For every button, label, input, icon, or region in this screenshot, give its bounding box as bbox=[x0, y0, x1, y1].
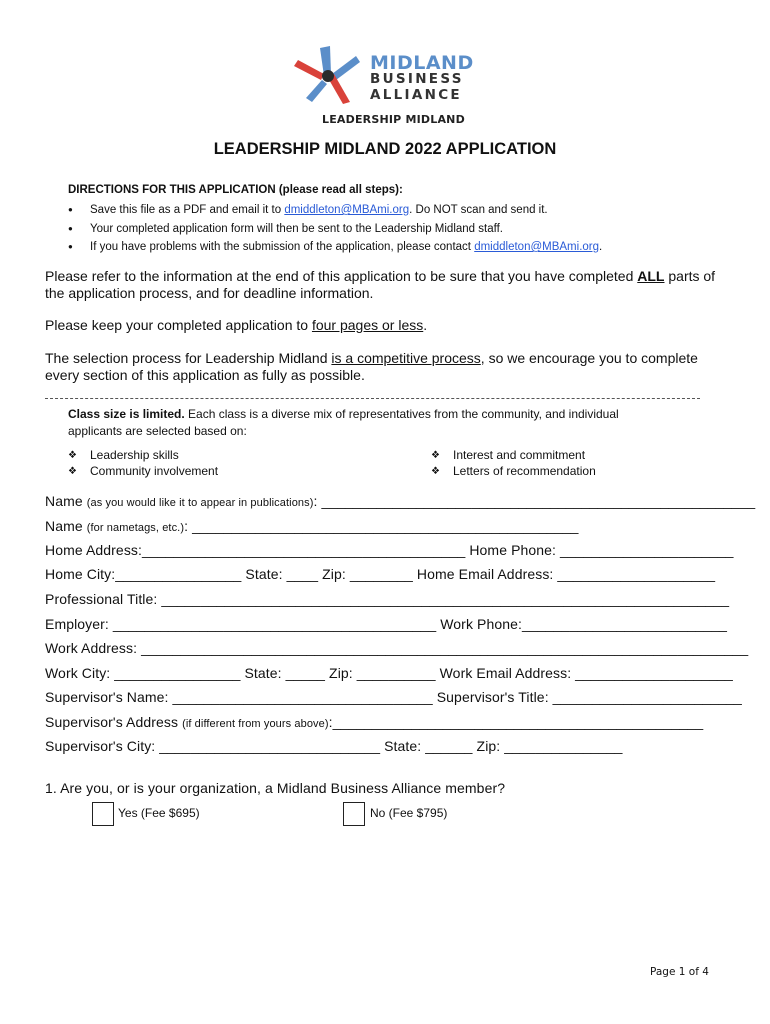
page-number: Page 1 of 4 bbox=[650, 966, 709, 978]
work-address-row[interactable]: Work Address: _____________________________________________________________________________ bbox=[45, 640, 749, 656]
criteria-list-right bbox=[431, 448, 596, 479]
home-city-row[interactable]: Home City:________________ State: ____ Zip: ________ Home Email Address: ____________________ bbox=[45, 566, 716, 582]
name-field[interactable]: Name (as you would like it to appear in publications): _______________________________________________________ bbox=[45, 493, 756, 509]
midland-business-alliance-logo bbox=[294, 44, 474, 106]
no-checkbox[interactable] bbox=[343, 802, 365, 826]
employer-row[interactable]: Employer: _________________________________________ Work Phone:__________________________ bbox=[45, 616, 728, 632]
nametag-field[interactable]: Name (for nametags, etc.): _________________________________________________ bbox=[45, 518, 579, 534]
professional-title-row[interactable]: Professional Title: ________________________________________________________________________ bbox=[45, 591, 730, 607]
program-name: LEADERSHIP MIDLAND bbox=[322, 113, 465, 126]
email-link[interactable]: dmiddleton@MBAmi.org bbox=[474, 241, 600, 253]
page-title: LEADERSHIP MIDLAND 2022 APPLICATION bbox=[213, 140, 557, 158]
divider bbox=[45, 398, 700, 399]
criteria-item: ❖ Leadership skills bbox=[68, 448, 218, 464]
paragraph-selection: The selection process for Leadership Midland is a competitive process, so we encourage you to complete every section of this application as fully as possible. bbox=[45, 350, 698, 383]
no-label: No (Fee $795) bbox=[370, 806, 448, 820]
supervisor-city-row[interactable]: Supervisor's City: ____________________________ State: ______ Zip: _______________ bbox=[45, 738, 623, 754]
criteria-item: ❖ Community involvement bbox=[68, 464, 218, 480]
yes-label: Yes (Fee $695) bbox=[118, 806, 200, 820]
yes-checkbox[interactable] bbox=[92, 802, 114, 826]
email-link[interactable]: dmiddleton@MBAmi.org bbox=[284, 204, 410, 216]
home-address-row[interactable]: Home Address:_________________________________________ Home Phone: ______________________ bbox=[45, 542, 734, 558]
class-size-note: Class size is limited. Each class is a diverse mix of representatives from the community, and individual applicants are selected based on: bbox=[68, 407, 619, 438]
supervisor-name-row[interactable]: Supervisor's Name: _________________________________ Supervisor's Title: ________________________ bbox=[45, 689, 742, 705]
paragraph-all-parts: Please refer to the information at the end of this application to be sure that you have completed ALL parts of the application process, and for deadline information. bbox=[45, 268, 716, 301]
directions-item-2: ● Your completed application form will then be sent to the Leadership Midland staff. bbox=[68, 220, 602, 239]
directions-item-1: ● Save this file as a PDF and email it to dmiddleton@MBAmi.org. Do NOT scan and send it. bbox=[68, 201, 602, 220]
directions-list bbox=[68, 201, 602, 257]
directions-item-3: ● If you have problems with the submission of the application, please contact dmiddleton@MBAmi.org. bbox=[68, 238, 602, 257]
logo-mark-icon bbox=[294, 44, 364, 106]
work-city-row[interactable]: Work City: ________________ State: _____ Zip: __________ Work Email Address: ____________________ bbox=[45, 665, 733, 681]
brand-line-1: MIDLAND bbox=[370, 52, 474, 74]
supervisor-address-row[interactable]: Supervisor's Address (if different from yours above):_______________________________________________ bbox=[45, 714, 704, 730]
criteria-list-left bbox=[68, 448, 218, 479]
paragraph-page-limit: Please keep your completed application to four pages or less. bbox=[45, 317, 428, 333]
brand-line-3: ALLIANCE bbox=[370, 87, 462, 103]
question-1: 1. Are you, or is your organization, a Midland Business Alliance member? bbox=[45, 780, 506, 796]
criteria-item: ❖ Interest and commitment bbox=[431, 448, 596, 464]
criteria-item: ❖ Letters of recommendation bbox=[431, 464, 596, 480]
brand-line-2: BUSINESS bbox=[370, 71, 464, 87]
directions-heading: DIRECTIONS FOR THIS APPLICATION (please read all steps): bbox=[68, 184, 403, 196]
